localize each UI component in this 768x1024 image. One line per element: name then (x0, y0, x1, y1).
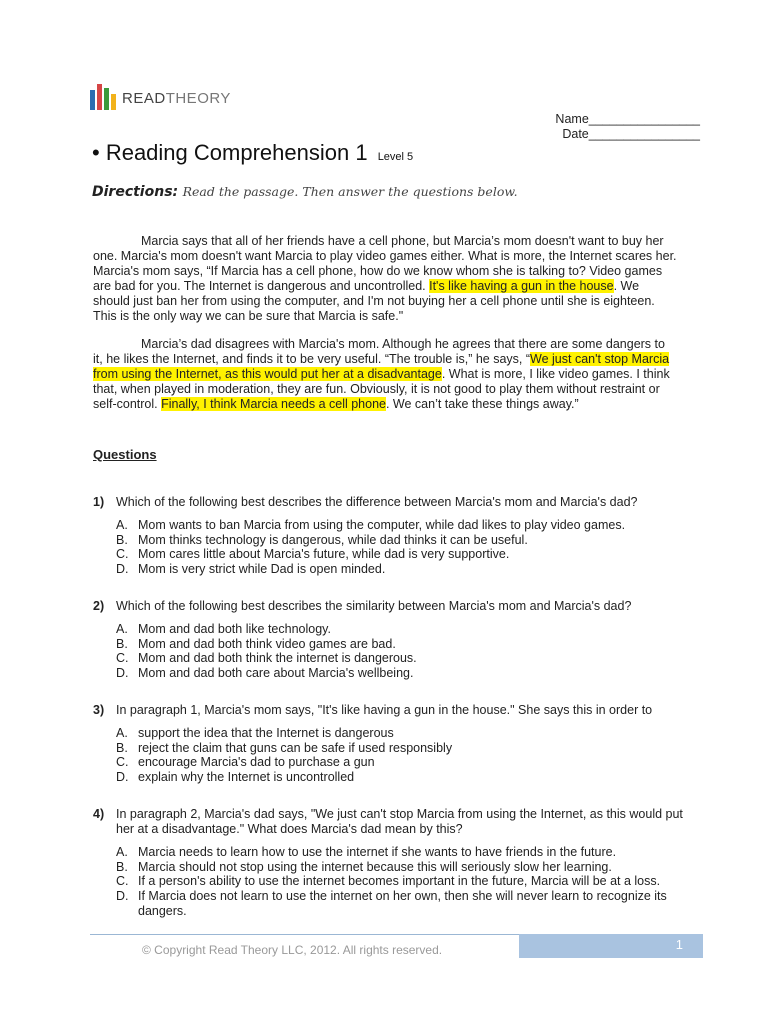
title-bullet: • (92, 140, 100, 165)
answer-option-d[interactable]: D. Mom and dad both care about Marcia's wellbeing. (116, 666, 414, 681)
answer-option-a[interactable]: A. Mom and dad both like technology. (116, 622, 331, 636)
answer-option-a[interactable]: A. Marcia needs to learn how to use the internet if she wants to have friends in the future. (116, 845, 617, 859)
answer-option-b[interactable]: B. Mom thinks technology is dangerous, while dad thinks it can be useful. (116, 532, 528, 547)
question-2 (93, 599, 688, 681)
answer-option-c[interactable]: C. If a person's ability to use the internet becomes important in the future, Marcia will be at a loss. (116, 874, 661, 889)
question-3 (93, 703, 688, 785)
directions-text: Read the passage. Then answer the questions below. (182, 184, 518, 199)
highlight-text: Finally, I think Marcia needs a cell phone (161, 397, 386, 411)
readtheory-logo (90, 84, 290, 112)
questions-heading: Questions (93, 447, 157, 462)
question-number: 4) (93, 807, 105, 821)
page-number-box (519, 934, 703, 958)
answer-option-a[interactable]: A. Mom wants to ban Marcia from using the computer, while dad likes to play video games. (116, 518, 626, 532)
passage-paragraph-2: Marcia’s dad disagrees with Marcia's mom. Although he agrees that there are some dangers to it, he likes the Internet, and finds it to be very useful. “The trouble is,” he says, “We just can't stop Marcia from using the Internet, as this would put her at a disadvantage. What is more, I like video games. I think that, when played in moderation, they are fun. Obviously, it is not good to play them without restraint or self-control. Finally, I think Marcia needs a cell phone. We can’t take these things away.” (93, 337, 670, 411)
name-field: Name________________ (555, 112, 700, 126)
logo-wordmark: READTHEORY (122, 90, 231, 107)
question-text: In paragraph 1, Marcia's mom says, "It's like having a gun in the house." She says this in order to (116, 703, 653, 717)
answer-option-c[interactable]: C. encourage Marcia's dad to purchase a gun (116, 755, 375, 770)
answer-option-b[interactable]: B. reject the claim that guns can be safe if used responsibly (116, 740, 453, 755)
name-date-fields (480, 112, 700, 142)
answer-option-d[interactable]: D. Mom is very strict while Dad is open minded. (116, 562, 386, 577)
directions (92, 184, 518, 200)
question-text: Which of the following best describes the difference between Marcia's mom and Marcia's dad? (116, 495, 638, 509)
date-field: Date________________ (562, 127, 700, 141)
answer-option-c[interactable]: C. Mom and dad both think the internet is dangerous. (116, 651, 417, 666)
title-text: Reading Comprehension 1 (105, 140, 368, 165)
answer-option-d[interactable]: D. explain why the Internet is uncontrolled (116, 770, 355, 785)
page-title (92, 140, 413, 166)
directions-label: Directions: (92, 184, 179, 200)
question-text: Which of the following best describes the similarity between Marcia's mom and Marcia's dad? (116, 599, 632, 613)
answer-option-b[interactable]: B. Mom and dad both think video games are bad. (116, 636, 396, 651)
title-level: Level 5 (377, 151, 414, 163)
question-number: 1) (93, 495, 105, 509)
answer-option-a[interactable]: A. support the idea that the Internet is dangerous (116, 726, 394, 740)
page-number: 1 (675, 937, 683, 952)
answer-option-d[interactable]: D. If Marcia does not learn to use the internet on her own, then she will never learn to recognize its dangers. (116, 889, 667, 918)
question-text: In paragraph 2, Marcia's dad says, "We just can't stop Marcia from using the Internet, as this would put her at a disadvantage." What does Marcia's dad mean by this? (116, 807, 683, 836)
question-1 (93, 495, 688, 577)
question-4 (93, 807, 688, 919)
question-number: 2) (93, 599, 105, 613)
footer-copyright: © Copyright Read Theory LLC, 2012. All rights reserved. (142, 943, 443, 957)
highlight-text: We just can't stop Marcia from using the Internet, as this would put her at a disadvantage (93, 352, 670, 381)
books-logo-icon (90, 84, 120, 110)
answer-option-c[interactable]: C. Mom cares little about Marcia's future, while dad is very supportive. (116, 547, 510, 562)
answer-option-b[interactable]: B. Marcia should not stop using the internet because this will seriously slow her learning. (116, 859, 612, 874)
passage-paragraph-1: Marcia says that all of her friends have a cell phone, but Marcia’s mom doesn't want to buy her one. Marcia's mom doesn't want Marcia to play video games either. What is more, the Internet scares her. Marcia's mom says, “If Marcia has a cell phone, how do we know whom she is talking to? Video games are bad for you. The Internet is dangerous and uncontrolled. It's like having a gun in the house. We should just ban her from using the computer, and I'm not buying her a cell phone until she is eighteen. This is the only way we can be sure that Marcia is safe." (93, 234, 677, 323)
question-number: 3) (93, 703, 105, 717)
highlight-text: It's like having a gun in the house (429, 279, 614, 293)
